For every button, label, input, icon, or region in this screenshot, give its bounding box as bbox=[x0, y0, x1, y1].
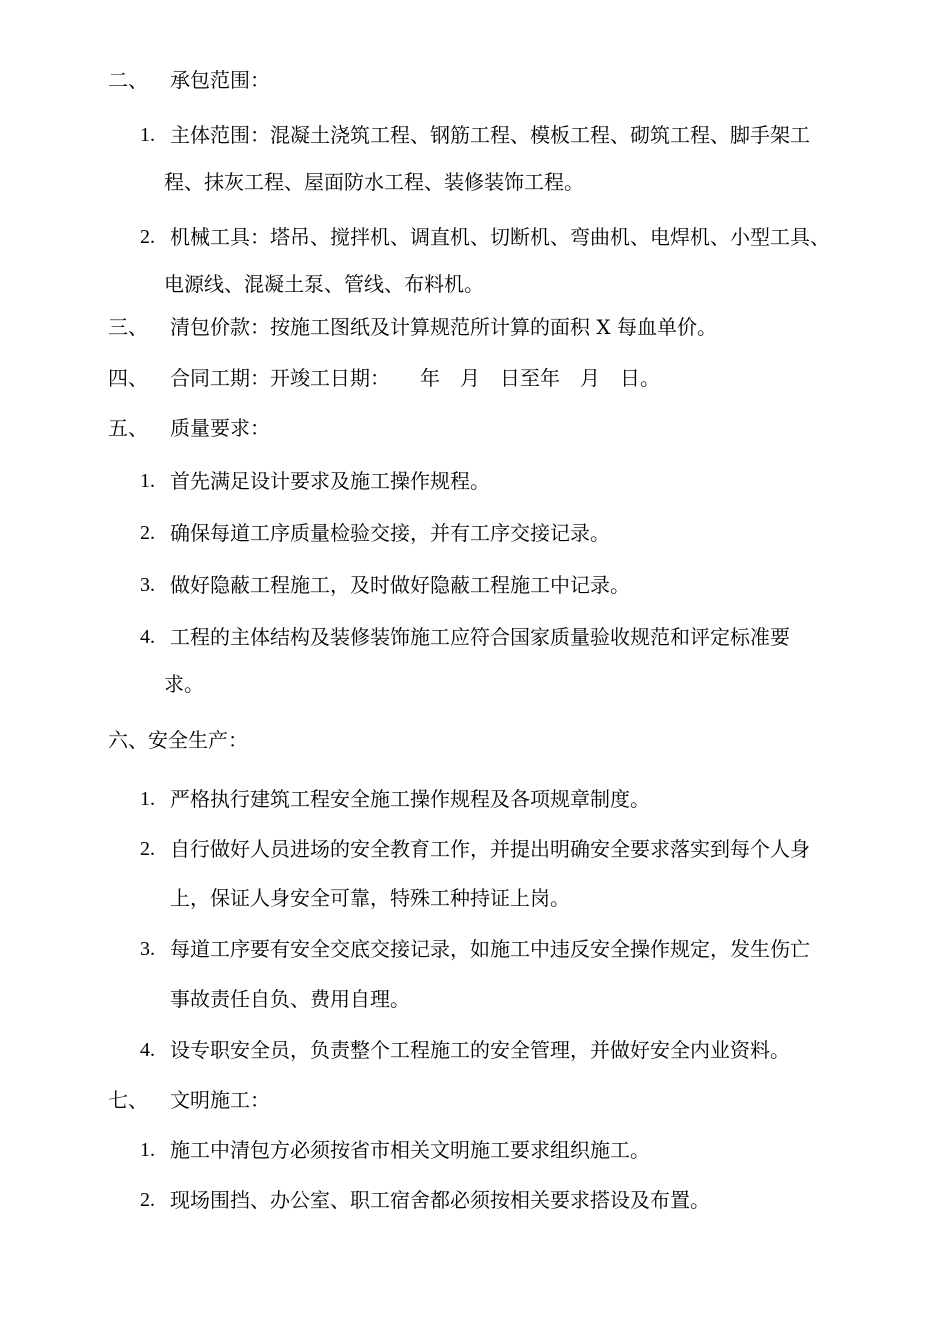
s6-item2-number: 2. bbox=[140, 838, 155, 860]
s7-item2-number: 2. bbox=[140, 1189, 155, 1211]
s5-item1-number: 1. bbox=[140, 470, 155, 492]
s5-item3-number: 3. bbox=[140, 574, 155, 596]
section-7-title: 文明施工： bbox=[170, 1088, 270, 1112]
section-3-marker: 三、 bbox=[108, 315, 148, 339]
section-2-marker: 二、 bbox=[108, 68, 148, 92]
s6-item4-number: 4. bbox=[140, 1039, 155, 1061]
section-4-title: 合同工期：开竣工日期： 年 月 日至年 月 日。 bbox=[170, 366, 660, 390]
section-7-marker: 七、 bbox=[108, 1088, 148, 1112]
s6-item3-number: 3. bbox=[140, 938, 155, 960]
s5-item2-text: 确保每道工序质量检验交接，并有工序交接记录。 bbox=[170, 521, 610, 545]
s7-item1-number: 1. bbox=[140, 1139, 155, 1161]
s5-item4-text: 工程的主体结构及装修装饰施工应符合国家质量验收规范和评定标准要 bbox=[170, 625, 790, 649]
section-4-marker: 四、 bbox=[108, 366, 148, 390]
s6-item3-text: 每道工序要有安全交底交接记录，如施工中违反安全操作规定，发生伤亡 bbox=[170, 937, 810, 961]
s2-item2-text: 机械工具：塔吊、搅拌机、调直机、切断机、弯曲机、电焊机、小型工具、 bbox=[170, 225, 830, 249]
section-5-title: 质量要求： bbox=[170, 416, 270, 440]
s2-item1-number: 1. bbox=[140, 124, 155, 146]
s6-item2-text: 自行做好人员进场的安全教育工作，并提出明确安全要求落实到每个人身 bbox=[170, 837, 810, 861]
s2-item1-text-cont: 程、抹灰工程、屋面防水工程、装修装饰工程。 bbox=[164, 170, 584, 194]
s6-item4-text: 设专职安全员，负责整个工程施工的安全管理，并做好安全内业资料。 bbox=[170, 1038, 790, 1062]
s6-item2-text-cont: 上，保证人身安全可靠，特殊工种持证上岗。 bbox=[170, 886, 570, 910]
s5-item4-text-cont: 求。 bbox=[164, 672, 204, 696]
s5-item2-number: 2. bbox=[140, 522, 155, 544]
section-3-title: 清包价款：按施工图纸及计算规范所计算的面积 X 每血单价。 bbox=[170, 315, 717, 339]
s6-item3-text-cont: 事故责任自负、费用自理。 bbox=[170, 987, 410, 1011]
s5-item1-text: 首先满足设计要求及施工操作规程。 bbox=[170, 469, 490, 493]
s6-item1-number: 1. bbox=[140, 788, 155, 810]
s6-item1-text: 严格执行建筑工程安全施工操作规程及各项规章制度。 bbox=[170, 787, 650, 811]
section-5-marker: 五、 bbox=[108, 416, 148, 440]
s2-item2-number: 2. bbox=[140, 226, 155, 248]
s5-item3-text: 做好隐蔽工程施工，及时做好隐蔽工程施工中记录。 bbox=[170, 573, 630, 597]
s5-item4-number: 4. bbox=[140, 626, 155, 648]
s7-item2-text: 现场围挡、办公室、职工宿舍都必须按相关要求搭设及布置。 bbox=[170, 1188, 710, 1212]
s7-item1-text: 施工中清包方必须按省市相关文明施工要求组织施工。 bbox=[170, 1138, 650, 1162]
section-6-title: 六、安全生产： bbox=[108, 728, 248, 752]
section-2-title: 承包范围： bbox=[170, 68, 270, 92]
s2-item2-text-cont: 电源线、混凝土泵、管线、布料机。 bbox=[164, 272, 484, 296]
s2-item1-text: 主体范围：混凝土浇筑工程、钢筋工程、模板工程、砌筑工程、脚手架工 bbox=[170, 123, 810, 147]
